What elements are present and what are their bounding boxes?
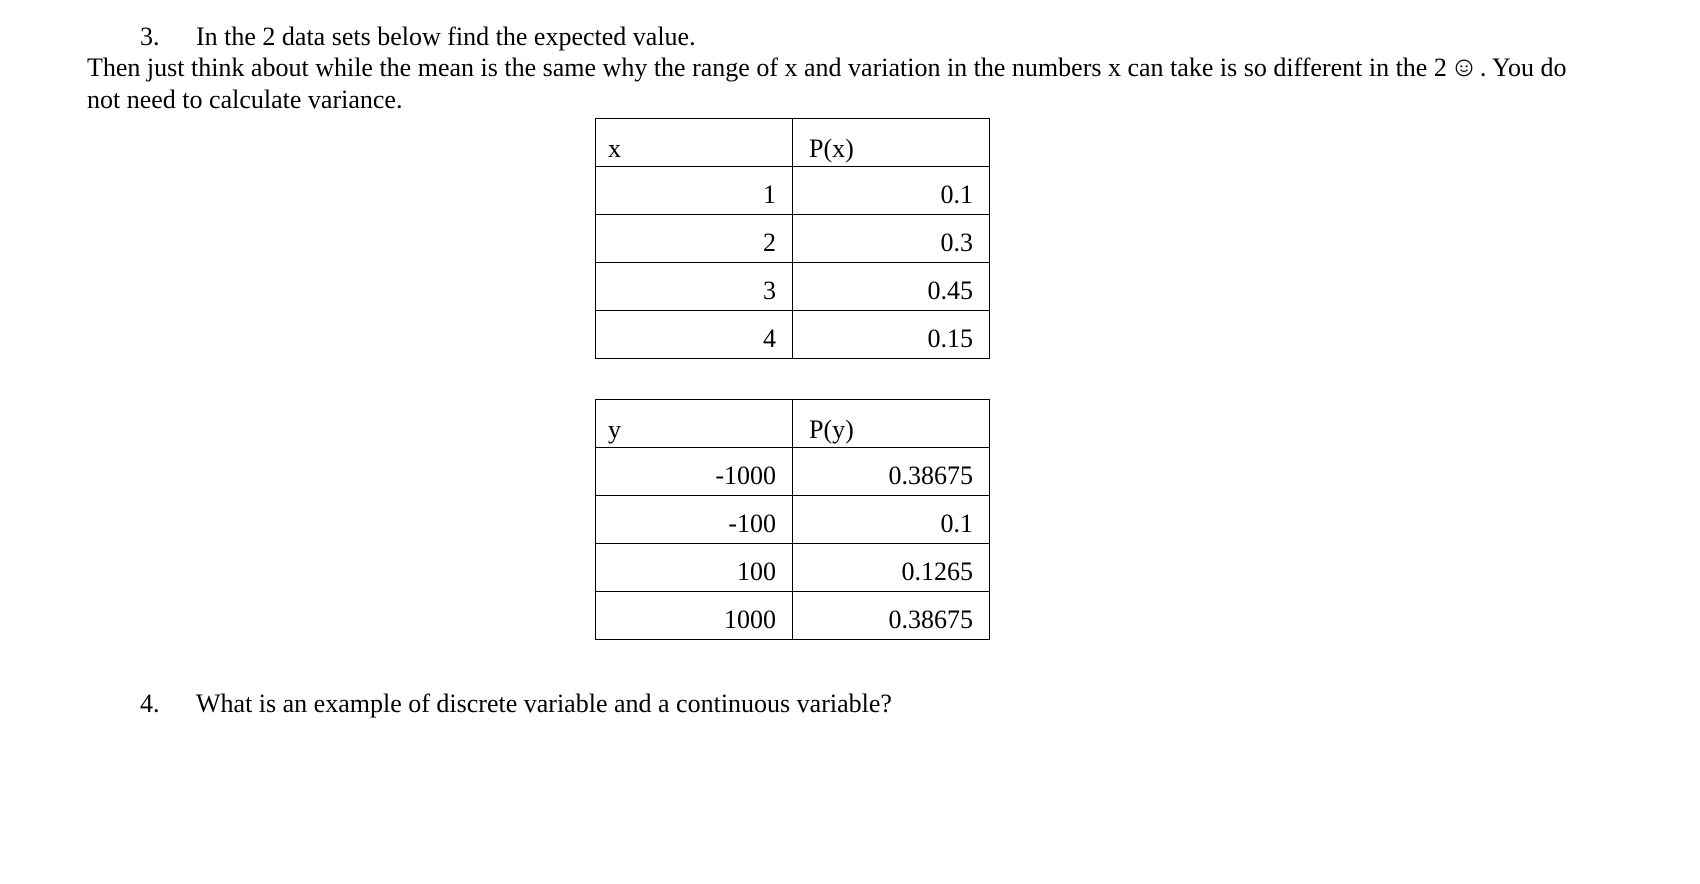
question-3-line-3: not need to calculate variance. xyxy=(87,85,403,114)
question-4-number: 4. xyxy=(140,689,160,718)
question-3-line-2 xyxy=(87,53,1567,83)
header-py: P(y) xyxy=(793,400,990,448)
table-row xyxy=(596,215,990,263)
table-row xyxy=(596,167,990,215)
question-4-text: What is an example of discrete variable and a continuous variable? xyxy=(196,689,892,718)
table-row xyxy=(596,544,990,592)
table-row xyxy=(596,496,990,544)
px-value: 0.3 xyxy=(793,215,990,263)
y-value: 100 xyxy=(596,544,793,592)
question-3-number: 3. xyxy=(140,22,160,51)
py-value: 0.1 xyxy=(793,496,990,544)
header-x: x xyxy=(596,119,793,167)
x-value: 4 xyxy=(596,311,793,359)
py-value: 0.38675 xyxy=(793,448,990,496)
smiley-face-icon xyxy=(1455,59,1473,77)
question-3-line-2-end: . You do xyxy=(1479,53,1567,82)
table-row xyxy=(596,311,990,359)
table-row xyxy=(596,448,990,496)
x-value: 2 xyxy=(596,215,793,263)
y-value: 1000 xyxy=(596,592,793,640)
question-3-text: In the 2 data sets below find the expected value. xyxy=(196,22,696,51)
distribution-table-y xyxy=(595,399,990,640)
distribution-table-x xyxy=(595,118,990,359)
table-row xyxy=(596,263,990,311)
y-value: -1000 xyxy=(596,448,793,496)
x-value: 1 xyxy=(596,167,793,215)
px-value: 0.1 xyxy=(793,167,990,215)
px-value: 0.45 xyxy=(793,263,990,311)
py-value: 0.1265 xyxy=(793,544,990,592)
x-value: 3 xyxy=(596,263,793,311)
y-value: -100 xyxy=(596,496,793,544)
question-3-line-2-text: Then just think about while the mean is the same why the range of x and variation in the numbers x can take is so different in the 2 xyxy=(87,53,1447,82)
header-y: y xyxy=(596,400,793,448)
px-value: 0.15 xyxy=(793,311,990,359)
table-header-row xyxy=(596,119,990,167)
table-row xyxy=(596,592,990,640)
header-px: P(x) xyxy=(793,119,990,167)
table-header-row xyxy=(596,400,990,448)
py-value: 0.38675 xyxy=(793,592,990,640)
